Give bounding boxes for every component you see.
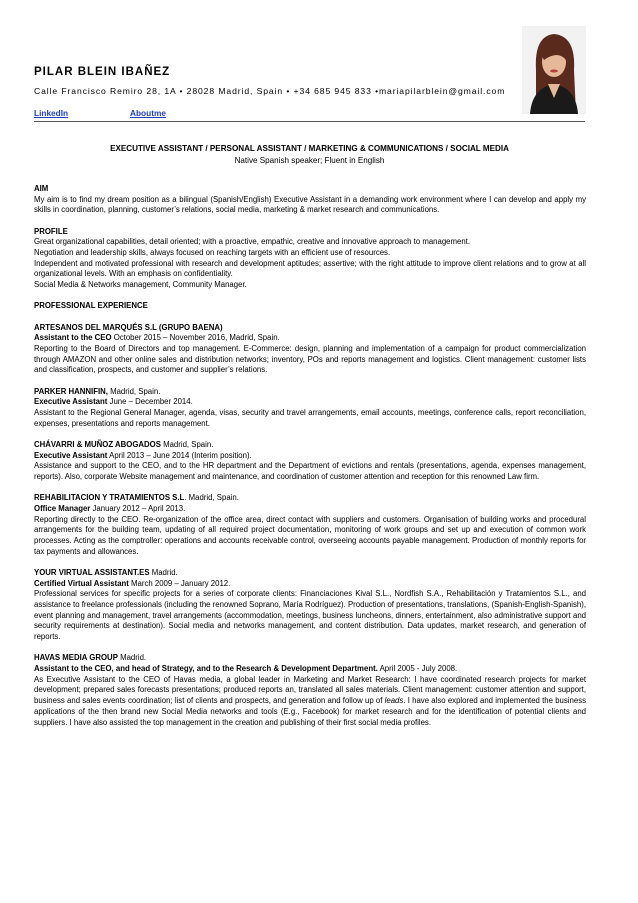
job-company-line [34,440,586,451]
job-role: Office Manager [34,503,91,513]
job-company: HAVAS MEDIA GROUP [34,653,118,663]
job-role: Executive Assistant [34,450,108,460]
job-company-line [34,323,586,334]
job-location: . Madrid, Spain. [184,493,239,503]
resume-body [34,184,586,728]
profile-line: Negotiation and leadership skills, always focused on reaching targets with an efficient use of resources. [34,248,391,258]
linkedin-link[interactable]: LinkedIn [34,108,69,118]
job-role: Assistant to the CEO [34,333,112,343]
profile-links [34,108,166,118]
job-location: Madrid, Spain. [160,439,214,449]
job-role-line [34,664,586,675]
aim-text: My aim is to find my dream position as a bilingual (Spanish/English) Executive Assistant in a demanding work environment where I can develop and apply my skills in coordination, planning, customer’s relations, social media, marketing & market research and communications. [34,194,586,215]
job-description: Reporting to the Board of Directors and top management. E-Commerce: design, planning and implementation of a campaign for product commercialization through AMAZON and other online sales and distribution networks; inventory, POs and reports management and logistics. Client management: customer lists and classification, prospects, and customer and supplier’s relations. [34,343,586,375]
job-dates: April 2013 – June 2014 (Interim position). [107,450,252,460]
job-description: Professional services for specific projects for a series of corporate clients: Financiaciones Kival S.L., Nordfish S.A., Rehabilitación y Tratamientos S.L., and assistance to freelance professionals (including the renowned Soprano, María Rodríguez). Production of presentations, translations, (Spanish-English-Spanish), event planning and management, travel arrangements (accommodation, meetings, business luncheons, dinners, entertainment, also administrative support and security requirements at destination). Social media and networks management, and content distribution. Data updates, market research, and generation of reports. [34,589,586,642]
job-description: Assistant to the Regional General Manager, agenda, visas, security and travel arrangements, email accounts, meetings, conference calls, report reconciliation, expenses, presentations and reports management. [34,407,586,428]
job-role-line [34,397,586,408]
job-company-line [34,568,586,579]
job-company: YOUR VIRTUAL ASSISTANT.ES [34,567,150,577]
job-dates: January 2012 – April 2013. [90,503,186,513]
job-role: Assistant to the CEO, and head of Strategy, and to the Research & Development Department. [34,664,378,674]
job-role-line [34,504,586,515]
job-location: Madrid. [149,567,178,577]
job-company-line [34,387,586,398]
profile-heading: PROFILE [34,226,68,236]
job-entry [34,568,586,643]
job-dates: June – December 2014. [107,397,193,407]
candidate-name: PILAR BLEIN IBAÑEZ [34,66,171,78]
job-dates: October 2015 – November 2016, Madrid, Spain. [111,333,280,343]
job-dates: March 2009 – January 2012. [128,578,231,588]
job-entry [34,653,586,728]
job-role: Certified Virtual Assistant [34,578,129,588]
job-entry [34,440,586,483]
job-role-line [34,333,586,344]
job-description: Assistance and support to the CEO, and to the HR department and the Department of evictions and rentals (presentations, agenda, expenses management, reports). Also, corporate Website management and maintenance, and coordination of customer attention and reception for this renowned Law firm. [34,461,586,481]
job-entry [34,387,586,430]
experience-heading: PROFESSIONAL EXPERIENCE [34,301,148,311]
job-company: PARKER HANNIFIN, [34,386,108,396]
job-entry [34,493,586,557]
job-location: Madrid, Spain. [107,386,161,396]
job-role-line [34,451,586,462]
job-company-line [34,653,586,664]
job-company: ARTESANOS DEL MARQUÉS S.L (GRUPO BAENA) [34,322,223,332]
profile-line: Great organizational capabilities, detail oriented; with a proactive, empathic, creative and innovative approach to management. [34,237,471,247]
job-company: CHÁVARRI & MUÑOZ ABOGADOS [34,439,161,449]
job-description: Reporting directly to the CEO. Re-organization of the office area, direct contact with suppliers and customers. Organisation of building works and procedural arrangements for the building team, updating of all required project documentation, monitoring of work groups and set up and execution of common work processes. Acting as the comptroller: operations and accounts receivable control, overseeing accounts payable management. Production of monthly reports for tax payments and allowances. [34,514,586,556]
job-company-line [34,493,586,504]
aim-heading: AIM [34,184,49,193]
job-entry [34,323,586,377]
headline-languages: Native Spanish speaker; Fluent in English [234,156,385,165]
aboutme-link[interactable]: Aboutme [130,108,166,118]
headline-title: EXECUTIVE ASSISTANT / PERSONAL ASSISTANT / MARKETING & COMMUNICATIONS / SOCIAL MEDIA [110,144,509,153]
job-role: Executive Assistant [34,397,108,407]
job-location: Madrid. [117,653,147,663]
job-role-line [34,579,586,590]
profile-line: Social Media & Networks management, Community Manager. [34,280,247,290]
header-divider [34,121,585,122]
profile-line: Independent and motivated professional with research and development aptitudes; assertive; with the right attitude to improve client relations and to grow at all organizational levels. With an emphasis on confidentiality. [34,258,586,279]
contact-line: Calle Francisco Remiro 28, 1A • 28028 Madrid, Spain • +34 685 945 833 •mariapilarblein@gmail.com [34,86,506,96]
job-description: As Executive Assistant to the CEO of Havas media, a global leader in Marketing and Market Research: I have coordinated research projects for market development; prepared sales forecasts presentations; produced reports an, translated all sales materials. Client management: customer attention and support, business and sales events coordination; list of clients and prospects, and generation and follow up of leads. I have also explored and implemented the business applications of the then brand new Social Media networks and tools (E.g., Facebook) for market research and for the identification of potential clients and suppliers. I have also assisted the top management in the creation and publishing of their first social media profiles. [34,674,586,727]
job-company: REHABILITACION Y TRATAMIENTOS S.L [34,493,185,503]
profile-photo [522,26,586,114]
job-dates: April 2005 - July 2008. [377,664,458,674]
